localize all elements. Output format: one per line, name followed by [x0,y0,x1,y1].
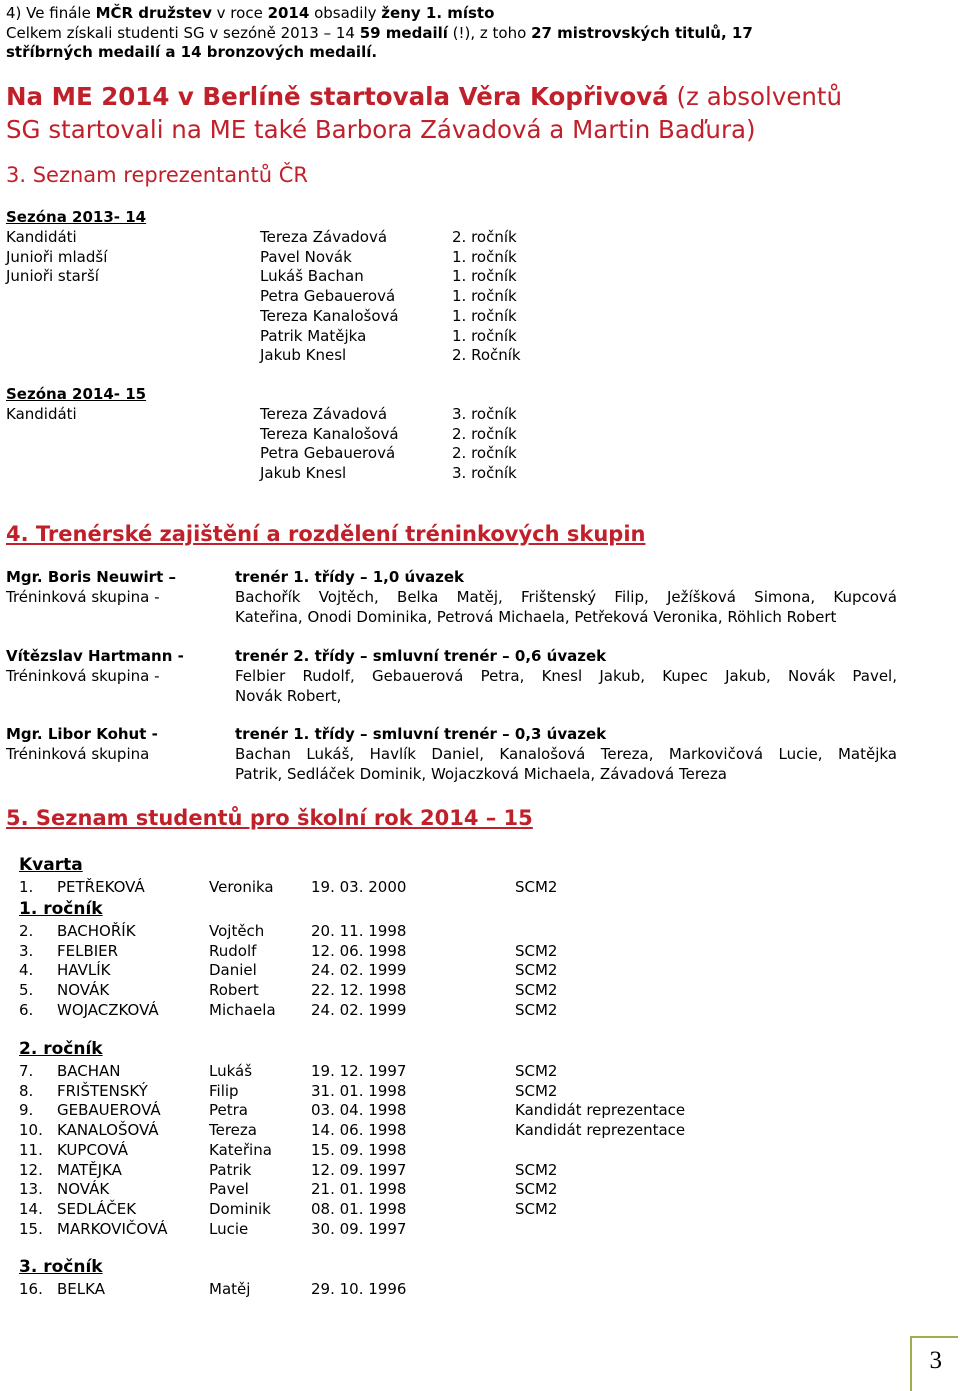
student-birthdate: 31. 01. 1998 [311,1081,407,1100]
student-number: 9. [19,1101,34,1120]
student-note: SCM2 [515,1000,558,1019]
student-number: 1. [19,878,34,896]
category-cell: Junioři mladší [6,247,108,266]
student-birthdate: 19. 03. 2000 [311,878,407,896]
coach-name [6,725,158,743]
student-row [0,922,900,942]
me-text: (z absolventů [668,82,843,111]
coach-role-text: trenér 1. [235,725,315,743]
name-cell: Jakub Knesl [260,464,347,483]
intro-text: ženy 1. místo [381,4,495,22]
student-note: SCM2 [515,1062,558,1080]
me-line-1 [6,82,842,111]
coach-fullname: Libor Kohut - [47,725,158,743]
student-note: SCM2 [515,1180,558,1199]
student-birthdate: 21. 01. 1998 [311,1180,407,1199]
student-note: SCM2 [515,941,558,960]
coach-fullname: Boris Neuwirt – [47,568,176,586]
coach-group-members: Kateřina, Onodi Dominika, Petrová Michaela, Petřeková Veronika, Röhlich Robert [235,607,837,626]
student-row [0,1141,900,1161]
student-number: 4. [19,961,34,980]
student-firstname: Filip [209,1081,239,1100]
student-surname: BACHOŘÍK [57,922,136,940]
student-number: 10. [19,1121,43,1140]
student-row [0,1200,900,1220]
student-number: 11. [19,1140,43,1159]
student-surname: MARKOVIČOVÁ [57,1219,168,1238]
coach-group-members: Patrik, Sedláček Dominik, Wojaczková Michaela, Závadová Tereza [235,764,727,783]
coach-group-members: Bachan Lukáš, Havlík Daniel, Kanalošová Tereza, Markovičová Lucie, Matějka [235,745,897,763]
student-birthdate: 14. 06. 1998 [311,1121,407,1140]
student-note: SCM2 [515,1160,558,1179]
student-surname: PETŘEKOVÁ [57,878,145,896]
intro-text: 59 medailí [359,24,448,42]
name-cell: Lukáš Bachan [260,267,364,286]
year-cell: 3. ročník [452,464,517,483]
student-number: 16. [19,1280,43,1298]
coach-group-label: Tréninková skupina [6,745,150,763]
coach-group-members: Bachořík Vojtěch, Belka Matěj, Frištenský Filip, Ježíšková Simona, Kupcová [235,588,897,606]
year-cell: 2. ročník [452,424,517,443]
coach-role [235,568,464,586]
me-line-2: SG startovali na ME také Barbora Závadová a Martin Baďura) [6,115,756,144]
year-cell: 1. ročník [452,267,517,286]
student-surname: BELKA [57,1280,105,1298]
student-number: 7. [19,1062,34,1080]
student-note: SCM2 [515,1081,558,1100]
student-surname: GEBAUEROVÁ [57,1101,161,1120]
coach-fullname: Vítězslav Hartmann - [6,647,184,665]
student-birthdate: 19. 12. 1997 [311,1062,407,1080]
name-cell: Tereza Kanalošová [260,306,399,325]
student-surname: FELBIER [57,941,119,960]
year-cell: 1. ročník [452,306,517,325]
student-birthdate: 20. 11. 1998 [311,922,407,940]
coach-role-text: třídy – smluvní trenér – 0,3 úvazek [314,725,607,743]
student-surname: BACHAN [57,1062,121,1080]
student-row [0,878,900,898]
category-cell: Junioři starší [6,267,99,286]
coach-role [235,725,606,743]
student-number: 3. [19,941,34,960]
intro-text: Celkem získali studenti SG v sezóně 2013 – 14 [6,24,360,42]
year-cell: 3. ročník [452,405,517,423]
coach-group-label: Tréninková skupina - [6,667,160,685]
student-surname: WOJACZKOVÁ [57,1000,159,1019]
coach-name [6,568,176,586]
coach-role-text: trenér 2. [235,647,315,665]
group-heading: 1. ročník [19,899,103,919]
season-row [6,444,606,464]
student-row [0,981,900,1001]
student-surname: NOVÁK [57,1180,110,1199]
student-row [0,1121,900,1141]
name-cell: Jakub Knesl [260,346,347,365]
category-cell: Kandidáti [6,405,77,423]
season-row [6,248,606,268]
intro-text: (!), z toho [447,24,532,42]
coach-role-text: třídy – 1,0 úvazek [314,568,464,586]
season-row [6,405,606,425]
student-surname: FRIŠTENSKÝ [57,1081,148,1100]
group-heading: Kvarta [19,855,83,875]
student-firstname: Petra [209,1101,248,1120]
me-text: Na ME 2014 v Berlíně startovala Věra Kopřivová [6,82,669,111]
student-firstname: Michaela [209,1000,276,1019]
coach-title: Mgr. [6,568,48,586]
student-birthdate: 24. 02. 1999 [311,1000,407,1019]
student-number: 15. [19,1219,43,1238]
student-row [0,1180,900,1200]
name-cell: Petra Gebauerová [260,444,396,463]
name-cell: Tereza Závadová [260,228,388,246]
intro-text: 2014 [267,4,310,22]
season-row [6,267,606,287]
student-surname: SEDLÁČEK [57,1199,137,1218]
student-row [0,942,900,962]
student-number: 12. [19,1160,43,1179]
coach-title: Mgr. [6,725,48,743]
group-heading: 3. ročník [19,1257,103,1277]
student-firstname: Dominik [209,1199,271,1218]
intro-text: 4) Ve finále [6,4,96,22]
student-firstname: Daniel [209,961,257,980]
intro-line-1 [6,4,494,22]
name-cell: Tereza Závadová [260,405,388,423]
year-cell: 1. ročník [452,247,517,266]
student-number: 14. [19,1199,43,1218]
student-birthdate: 24. 02. 1999 [311,961,407,980]
student-surname: NOVÁK [57,981,110,1000]
student-birthdate: 12. 06. 1998 [311,941,407,960]
coach-group-members: Felbier Rudolf, Gebauerová Petra, Knesl Jakub, Kupec Jakub, Novák Pavel, [235,667,897,685]
student-note: SCM2 [515,878,558,896]
student-note: SCM2 [515,981,558,1000]
student-birthdate: 22. 12. 1998 [311,981,407,1000]
student-firstname: Kateřina [209,1140,272,1159]
page-number: 3 [929,1347,942,1374]
name-cell: Petra Gebauerová [260,287,396,306]
student-note: SCM2 [515,1199,558,1218]
name-cell: Patrik Matějka [260,326,367,345]
student-note: SCM2 [515,961,558,980]
season-row [6,425,606,445]
year-cell: 2. ročník [452,228,517,246]
year-cell: 2. Ročník [452,346,521,365]
season-1-title: Sezóna 2013- 14 [6,208,147,226]
coach-group-members: Novák Robert, [235,686,342,705]
name-cell: Tereza Kanalošová [260,424,399,443]
student-number: 5. [19,981,34,1000]
student-number: 13. [19,1180,43,1199]
student-firstname: Lukáš [209,1062,253,1080]
season-row [6,327,606,347]
season-2-title: Sezóna 2014- 15 [6,385,147,403]
student-row [0,1161,900,1181]
student-surname: MATĚJKA [57,1160,122,1179]
section-3-title: 3. Seznam reprezentantů ČR [6,163,308,187]
season-row [6,464,606,484]
intro-line-3: stříbrných medailí a 14 bronzových medailí. [6,43,378,61]
student-firstname: Rudolf [209,941,257,960]
student-number: 8. [19,1081,34,1100]
intro-line-2 [6,24,753,42]
intro-text: 27 mistrovských titulů, 17 [531,24,753,42]
student-firstname: Veronika [209,878,274,896]
intro-text: v roce [211,4,268,22]
year-cell: 2. ročník [452,444,517,463]
student-firstname: Tereza [209,1121,257,1140]
student-firstname: Matěj [209,1280,251,1298]
student-firstname: Robert [209,981,259,1000]
student-birthdate: 15. 09. 1998 [311,1140,407,1159]
student-surname: HAVLÍK [57,961,111,980]
coach-group-label: Tréninková skupina - [6,588,160,606]
student-row [0,1101,900,1121]
student-row [0,1062,900,1082]
season-row [6,307,606,327]
student-note: Kandidát reprezentace [515,1121,686,1140]
intro-text: obsadily [309,4,382,22]
name-cell: Pavel Novák [260,247,352,266]
student-row [0,1082,900,1102]
student-firstname: Lucie [209,1219,249,1238]
coach-role-text: třídy – smluvní trenér – 0,6 úvazek [314,647,607,665]
student-note: Kandidát reprezentace [515,1101,686,1120]
year-cell: 1. ročník [452,287,517,306]
section-5-title: 5. Seznam studentů pro školní rok 2014 – 15 [6,806,533,830]
student-firstname: Vojtěch [209,922,265,940]
student-surname: KUPCOVÁ [57,1140,129,1159]
student-row [0,1280,900,1300]
coach-role-text: trenér 1. [235,568,315,586]
student-row [0,1220,900,1240]
group-heading: 2. ročník [19,1039,103,1059]
season-row [6,346,606,366]
student-surname: KANALOŠOVÁ [57,1121,159,1140]
section-4-title: 4. Trenérské zajištění a rozdělení tréninkových skupin [6,522,646,546]
student-row [0,961,900,981]
season-row [6,228,606,248]
student-birthdate: 12. 09. 1997 [311,1160,407,1179]
year-cell: 1. ročník [452,326,517,345]
page-number-box [910,1336,958,1391]
student-row [0,1001,900,1021]
season-row [6,287,606,307]
student-birthdate: 03. 04. 1998 [311,1101,407,1120]
coach-role [235,647,606,665]
student-birthdate: 30. 09. 1997 [311,1219,407,1238]
student-number: 2. [19,922,34,940]
student-birthdate: 29. 10. 1996 [311,1280,407,1298]
student-number: 6. [19,1000,34,1019]
intro-text: MČR družstev [95,4,212,22]
student-firstname: Pavel [209,1180,249,1199]
coach-name [6,647,184,665]
student-birthdate: 08. 01. 1998 [311,1199,407,1218]
student-firstname: Patrik [209,1160,252,1179]
category-cell: Kandidáti [6,228,77,246]
